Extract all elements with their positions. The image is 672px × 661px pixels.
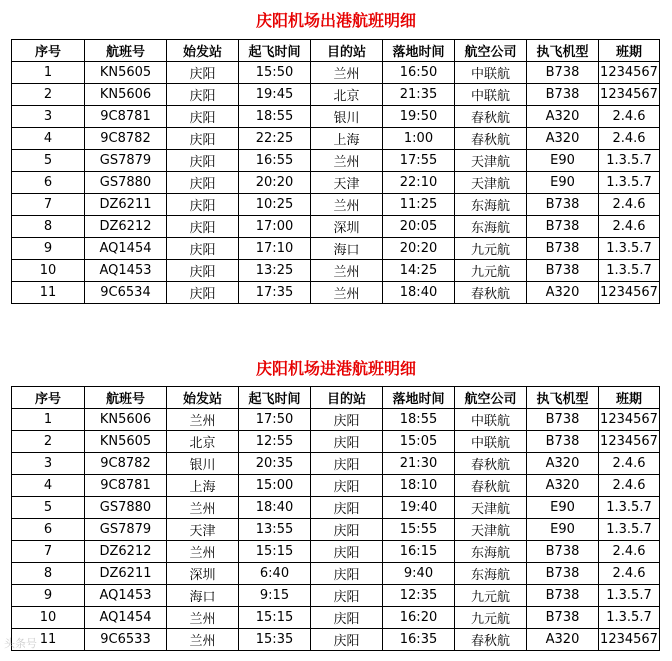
table-cell: 14:25 xyxy=(383,260,455,282)
header-cell: 航班号 xyxy=(85,40,167,62)
table-cell: 1234567 xyxy=(599,84,660,106)
table-cell: 庆阳 xyxy=(311,475,383,497)
table-cell: 13:55 xyxy=(239,519,311,541)
table-cell: 1:00 xyxy=(383,128,455,150)
header-cell: 起飞时间 xyxy=(239,387,311,409)
table-cell: 15:50 xyxy=(239,62,311,84)
table-cell: 庆阳 xyxy=(167,172,239,194)
table-cell: 1234567 xyxy=(599,409,660,431)
table-cell: 20:05 xyxy=(383,216,455,238)
table-cell: 4 xyxy=(12,475,85,497)
table-row xyxy=(12,150,660,172)
table-cell: 1234567 xyxy=(599,431,660,453)
table-cell: 18:55 xyxy=(383,409,455,431)
table-cell: 12:55 xyxy=(239,431,311,453)
table-row xyxy=(12,172,660,194)
table-cell: B738 xyxy=(527,84,599,106)
table-row xyxy=(12,431,660,453)
header-cell: 班期 xyxy=(599,40,660,62)
table-cell: 20:35 xyxy=(239,453,311,475)
table-cell: 春秋航 xyxy=(455,629,527,651)
table-cell: 15:05 xyxy=(383,431,455,453)
table-cell: 九元航 xyxy=(455,238,527,260)
header-cell: 班期 xyxy=(599,387,660,409)
header-cell: 执飞机型 xyxy=(527,40,599,62)
table-cell: 19:40 xyxy=(383,497,455,519)
table-row xyxy=(12,453,660,475)
table-row xyxy=(12,194,660,216)
table-cell: 兰州 xyxy=(311,62,383,84)
table-cell: 1.3.5.7 xyxy=(599,519,660,541)
table-cell: 庆阳 xyxy=(311,497,383,519)
table-cell: 9C8782 xyxy=(85,453,167,475)
table-cell: 兰州 xyxy=(167,409,239,431)
table-row xyxy=(12,519,660,541)
table-cell: 东海航 xyxy=(455,541,527,563)
table-row xyxy=(12,497,660,519)
arrivals-header-row xyxy=(12,387,660,409)
table-cell: A320 xyxy=(527,282,599,304)
table-cell: 8 xyxy=(12,563,85,585)
table-cell: 1 xyxy=(12,409,85,431)
table-cell: 庆阳 xyxy=(311,629,383,651)
table-cell: 1.3.5.7 xyxy=(599,585,660,607)
table-cell: 庆阳 xyxy=(167,150,239,172)
table-row xyxy=(12,238,660,260)
table-cell: 九元航 xyxy=(455,260,527,282)
table-cell: 兰州 xyxy=(167,607,239,629)
table-cell: E90 xyxy=(527,150,599,172)
table-cell: 春秋航 xyxy=(455,128,527,150)
table-cell: 18:10 xyxy=(383,475,455,497)
table-cell: 4 xyxy=(12,128,85,150)
table-cell: 天津航 xyxy=(455,497,527,519)
table-cell: 天津 xyxy=(167,519,239,541)
table-cell: 1.3.5.7 xyxy=(599,150,660,172)
table-cell: 9C6533 xyxy=(85,629,167,651)
table-cell: AQ1454 xyxy=(85,607,167,629)
table-cell: 6:40 xyxy=(239,563,311,585)
table-cell: 庆阳 xyxy=(167,62,239,84)
header-cell: 起飞时间 xyxy=(239,40,311,62)
table-row xyxy=(12,629,660,651)
table-cell: 9C8782 xyxy=(85,128,167,150)
table-cell: 2.4.6 xyxy=(599,453,660,475)
table-cell: 12:35 xyxy=(383,585,455,607)
table-cell: 19:45 xyxy=(239,84,311,106)
table-row xyxy=(12,84,660,106)
table-cell: 17:55 xyxy=(383,150,455,172)
table-row xyxy=(12,260,660,282)
table-cell: DZ6211 xyxy=(85,563,167,585)
table-cell: 9C6534 xyxy=(85,282,167,304)
table-cell: B738 xyxy=(527,216,599,238)
table-row xyxy=(12,563,660,585)
table-cell: 9C8781 xyxy=(85,106,167,128)
table-cell: 1.3.5.7 xyxy=(599,260,660,282)
table-cell: 17:50 xyxy=(239,409,311,431)
table-cell: 2.4.6 xyxy=(599,194,660,216)
table-cell: 中联航 xyxy=(455,431,527,453)
table-cell: 2.4.6 xyxy=(599,128,660,150)
table-cell: 1.3.5.7 xyxy=(599,497,660,519)
table-cell: A320 xyxy=(527,475,599,497)
table-cell: B738 xyxy=(527,607,599,629)
table-cell: 兰州 xyxy=(311,150,383,172)
table-cell: 深圳 xyxy=(311,216,383,238)
table-cell: B738 xyxy=(527,431,599,453)
table-cell: DZ6212 xyxy=(85,216,167,238)
departures-header-row xyxy=(12,40,660,62)
table-cell: 春秋航 xyxy=(455,453,527,475)
table-cell: DZ6211 xyxy=(85,194,167,216)
table-cell: 九元航 xyxy=(455,585,527,607)
table-cell: KN5605 xyxy=(85,431,167,453)
table-cell: B738 xyxy=(527,585,599,607)
table-cell: KN5605 xyxy=(85,62,167,84)
table-cell: 2.4.6 xyxy=(599,216,660,238)
table-cell: 2.4.6 xyxy=(599,563,660,585)
table-cell: 16:15 xyxy=(383,541,455,563)
table-cell: 天津航 xyxy=(455,150,527,172)
table-cell: 庆阳 xyxy=(311,541,383,563)
table-cell: 庆阳 xyxy=(167,106,239,128)
table-cell: 庆阳 xyxy=(167,216,239,238)
table-cell: B738 xyxy=(527,238,599,260)
table-cell: DZ6212 xyxy=(85,541,167,563)
table-cell: 1.3.5.7 xyxy=(599,607,660,629)
table-cell: 庆阳 xyxy=(167,84,239,106)
table-cell: 22:25 xyxy=(239,128,311,150)
table-cell: 16:55 xyxy=(239,150,311,172)
table-cell: A320 xyxy=(527,453,599,475)
header-cell: 始发站 xyxy=(167,40,239,62)
table-cell: 7 xyxy=(12,194,85,216)
table-cell: 5 xyxy=(12,497,85,519)
table-cell: 庆阳 xyxy=(311,431,383,453)
table-cell: 银川 xyxy=(167,453,239,475)
table-cell: 6 xyxy=(12,172,85,194)
table-cell: 九元航 xyxy=(455,607,527,629)
table-cell: 2.4.6 xyxy=(599,475,660,497)
header-cell: 航空公司 xyxy=(455,40,527,62)
header-cell: 目的站 xyxy=(311,40,383,62)
table-cell: 18:55 xyxy=(239,106,311,128)
table-cell: 15:00 xyxy=(239,475,311,497)
table-cell: 1234567 xyxy=(599,62,660,84)
table-cell: 10 xyxy=(12,260,85,282)
header-cell: 目的站 xyxy=(311,387,383,409)
table-cell: 兰州 xyxy=(167,629,239,651)
table-cell: 兰州 xyxy=(167,541,239,563)
table-cell: 庆阳 xyxy=(311,607,383,629)
table-cell: 海口 xyxy=(311,238,383,260)
arrivals-title: 庆阳机场进港航班明细 xyxy=(255,359,416,378)
table-row xyxy=(12,409,660,431)
table-cell: 庆阳 xyxy=(311,453,383,475)
table-cell: E90 xyxy=(527,172,599,194)
table-cell: 深圳 xyxy=(167,563,239,585)
table-cell: 春秋航 xyxy=(455,475,527,497)
table-row xyxy=(12,128,660,150)
header-cell: 航空公司 xyxy=(455,387,527,409)
table-cell: 东海航 xyxy=(455,563,527,585)
table-cell: E90 xyxy=(527,497,599,519)
table-cell: GS7880 xyxy=(85,172,167,194)
table-cell: 海口 xyxy=(167,585,239,607)
table-cell: B738 xyxy=(527,194,599,216)
table-cell: 11:25 xyxy=(383,194,455,216)
table-cell: 15:35 xyxy=(239,629,311,651)
table-cell: 21:35 xyxy=(383,84,455,106)
table-cell: 15:15 xyxy=(239,607,311,629)
table-cell: 银川 xyxy=(311,106,383,128)
table-cell: 9 xyxy=(12,238,85,260)
table-cell: 北京 xyxy=(311,84,383,106)
table-cell: B738 xyxy=(527,260,599,282)
table-cell: 11 xyxy=(12,629,85,651)
table-cell: 21:30 xyxy=(383,453,455,475)
departures-title: 庆阳机场出港航班明细 xyxy=(255,11,416,30)
header-cell: 航班号 xyxy=(85,387,167,409)
table-cell: B738 xyxy=(527,541,599,563)
table-cell: AQ1454 xyxy=(85,238,167,260)
table-cell: 兰州 xyxy=(311,260,383,282)
table-cell: 中联航 xyxy=(455,409,527,431)
table-cell: 上海 xyxy=(167,475,239,497)
table-cell: 2 xyxy=(12,431,85,453)
table-cell: 兰州 xyxy=(311,194,383,216)
table-cell: 3 xyxy=(12,106,85,128)
table-cell: GS7879 xyxy=(85,519,167,541)
table-row xyxy=(12,62,660,84)
table-cell: KN5606 xyxy=(85,409,167,431)
table-cell: B738 xyxy=(527,409,599,431)
table-cell: 22:10 xyxy=(383,172,455,194)
table-cell: 10 xyxy=(12,607,85,629)
table-cell: 5 xyxy=(12,150,85,172)
table-cell: 庆阳 xyxy=(311,563,383,585)
table-cell: 1234567 xyxy=(599,282,660,304)
departures-table xyxy=(11,39,660,304)
table-cell: 9C8781 xyxy=(85,475,167,497)
table-row xyxy=(12,282,660,304)
table-cell: B738 xyxy=(527,563,599,585)
table-cell: 7 xyxy=(12,541,85,563)
table-cell: 庆阳 xyxy=(311,585,383,607)
table-cell: 庆阳 xyxy=(311,519,383,541)
table-cell: 1234567 xyxy=(599,629,660,651)
table-cell: AQ1453 xyxy=(85,260,167,282)
table-cell: 庆阳 xyxy=(167,282,239,304)
table-cell: 11 xyxy=(12,282,85,304)
table-cell: 庆阳 xyxy=(167,194,239,216)
table-row xyxy=(12,475,660,497)
table-row xyxy=(12,585,660,607)
table-cell: E90 xyxy=(527,519,599,541)
table-cell: 1 xyxy=(12,62,85,84)
table-cell: 兰州 xyxy=(167,497,239,519)
table-cell: 20:20 xyxy=(383,238,455,260)
table-cell: AQ1453 xyxy=(85,585,167,607)
table-cell: 9:15 xyxy=(239,585,311,607)
table-cell: 19:50 xyxy=(383,106,455,128)
table-cell: 18:40 xyxy=(383,282,455,304)
table-cell: 兰州 xyxy=(311,282,383,304)
table-cell: KN5606 xyxy=(85,84,167,106)
table-cell: 20:20 xyxy=(239,172,311,194)
table-cell: A320 xyxy=(527,106,599,128)
header-cell: 落地时间 xyxy=(383,387,455,409)
table-cell: 东海航 xyxy=(455,216,527,238)
table-row xyxy=(12,216,660,238)
table-cell: 1.3.5.7 xyxy=(599,238,660,260)
table-cell: 15:55 xyxy=(383,519,455,541)
table-cell: 17:35 xyxy=(239,282,311,304)
table-cell: 2.4.6 xyxy=(599,106,660,128)
watermark-text: 头条号 xyxy=(4,637,37,650)
header-cell: 始发站 xyxy=(167,387,239,409)
table-cell: 北京 xyxy=(167,431,239,453)
table-cell: 9:40 xyxy=(383,563,455,585)
table-cell: 17:10 xyxy=(239,238,311,260)
table-cell: 上海 xyxy=(311,128,383,150)
table-cell: B738 xyxy=(527,62,599,84)
table-row xyxy=(12,106,660,128)
table-cell: 天津 xyxy=(311,172,383,194)
table-cell: 3 xyxy=(12,453,85,475)
table-cell: 6 xyxy=(12,519,85,541)
table-cell: 16:20 xyxy=(383,607,455,629)
table-cell: 2.4.6 xyxy=(599,541,660,563)
table-cell: 中联航 xyxy=(455,84,527,106)
table-cell: 庆阳 xyxy=(167,128,239,150)
table-cell: 天津航 xyxy=(455,519,527,541)
table-cell: 15:15 xyxy=(239,541,311,563)
table-cell: 2 xyxy=(12,84,85,106)
header-cell: 落地时间 xyxy=(383,40,455,62)
arrivals-table xyxy=(11,386,660,651)
watermark-logo xyxy=(4,635,37,651)
table-cell: 17:00 xyxy=(239,216,311,238)
table-cell: 庆阳 xyxy=(167,238,239,260)
table-cell: 8 xyxy=(12,216,85,238)
table-cell: 东海航 xyxy=(455,194,527,216)
header-cell: 执飞机型 xyxy=(527,387,599,409)
table-cell: 10:25 xyxy=(239,194,311,216)
table-row xyxy=(12,541,660,563)
table-cell: 春秋航 xyxy=(455,106,527,128)
table-cell: 16:50 xyxy=(383,62,455,84)
table-cell: 庆阳 xyxy=(167,260,239,282)
table-cell: 13:25 xyxy=(239,260,311,282)
table-cell: A320 xyxy=(527,629,599,651)
table-cell: 庆阳 xyxy=(311,409,383,431)
header-cell: 序号 xyxy=(12,40,85,62)
table-cell: A320 xyxy=(527,128,599,150)
table-cell: 中联航 xyxy=(455,62,527,84)
header-cell: 序号 xyxy=(12,387,85,409)
table-cell: GS7879 xyxy=(85,150,167,172)
table-cell: 1.3.5.7 xyxy=(599,172,660,194)
table-row xyxy=(12,607,660,629)
table-cell: 9 xyxy=(12,585,85,607)
table-cell: 16:35 xyxy=(383,629,455,651)
table-cell: 18:40 xyxy=(239,497,311,519)
table-cell: 春秋航 xyxy=(455,282,527,304)
table-cell: 天津航 xyxy=(455,172,527,194)
table-cell: GS7880 xyxy=(85,497,167,519)
